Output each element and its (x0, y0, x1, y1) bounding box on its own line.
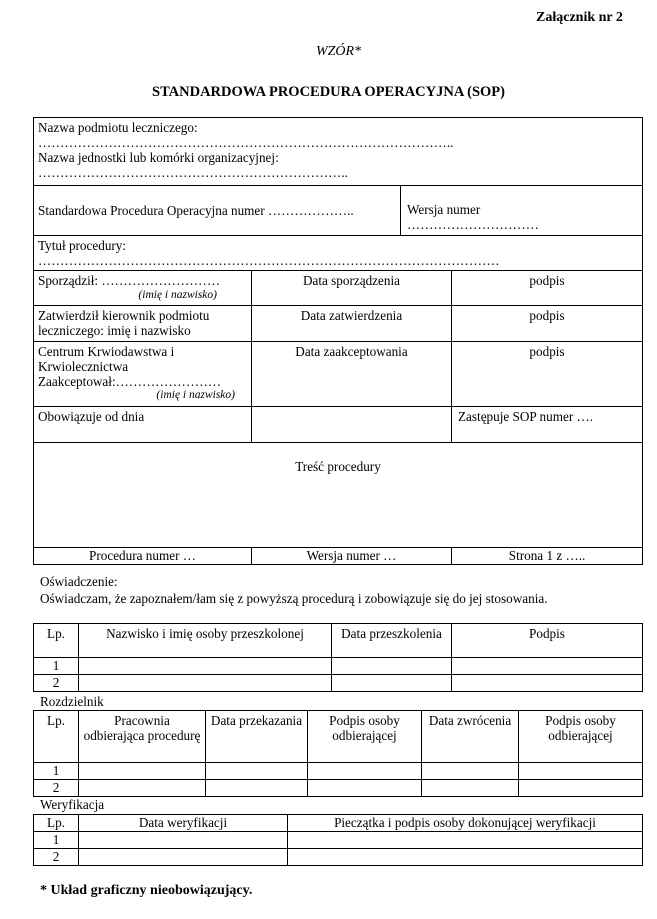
entity-dots: ………………………………………………………………………………….. (38, 135, 454, 150)
footnote: * Układ graficzny nieobowiązujący. (40, 883, 253, 898)
accepted-by-cell (34, 342, 252, 407)
footer-version-label: Wersja numer … (306, 548, 397, 563)
content-cell (34, 443, 643, 548)
table-row: 2 (34, 675, 79, 692)
training-table (33, 623, 643, 692)
table-row: 2 (34, 780, 79, 797)
verification-table (33, 814, 643, 866)
content-label: Treść procedury (295, 459, 381, 474)
procedure-title-dots: …………………………………………………………………………………………… (38, 253, 500, 268)
version-cell (401, 186, 643, 236)
page-title: STANDARDOWA PROCEDURA OPERACYJNA (SOP) (152, 84, 505, 100)
version-dots: ………………………… (407, 216, 539, 232)
template-label: WZÓR* (315, 44, 362, 59)
acceptance-date-label: Data zaakceptowania (295, 344, 408, 359)
center-name: Centrum Krwiodawstwa i Krwiolecznictwa (38, 344, 175, 374)
entity-cell (34, 118, 643, 186)
footer-procedure-label: Procedura numer … (89, 548, 196, 563)
sop-number-label: Standardowa Procedura Operacyjna numer ……………….. (38, 203, 354, 218)
prep-signature-label: podpis (529, 273, 565, 288)
valid-from-label: Obowiązuje od dnia (38, 409, 145, 424)
acceptance-signature-label: podpis (529, 344, 565, 359)
table-row: 1 (34, 832, 79, 849)
approval-signature-cell (452, 306, 643, 342)
accepted-name-hint: (imię i nazwisko) (156, 389, 235, 401)
unit-label: Nazwa jednostki lub komórki organizacyjnej: (38, 150, 279, 165)
verification-header-stamp: Pieczątka i podpis osoby dokonującej weryfikacji (288, 815, 643, 832)
table-row: 1 (34, 763, 79, 780)
training-header-name: Nazwisko i imię osoby przeszkolonej (79, 624, 332, 658)
acceptance-signature-cell (452, 342, 643, 407)
footer-procedure-cell (34, 548, 252, 565)
table-row: 2 (34, 849, 79, 866)
verification-label: Weryfikacja (40, 797, 105, 812)
distribution-header-handover-date: Data przekazania (206, 711, 308, 763)
approval-date-cell (252, 306, 452, 342)
prep-date-label: Data sporządzenia (302, 273, 401, 288)
verification-header-lp: Lp. (34, 815, 79, 832)
approval-signature-label: podpis (529, 308, 565, 323)
table-row: 1 (34, 658, 79, 675)
distribution-header-return-date: Data zwrócenia (422, 711, 519, 763)
declaration-label: Oświadczenie: (40, 574, 118, 589)
replaces-label: Zastępuje SOP numer …. (458, 409, 594, 424)
distribution-label: Rozdzielnik (40, 694, 104, 709)
footer-page-label: Strona 1 z ….. (508, 548, 586, 563)
declaration-text: Oświadczam, że zapoznałem/łam się z powyższą procedurą i zobowiązuje się do jej stosowania. (40, 591, 548, 606)
training-header-signature: Podpis (452, 624, 643, 658)
training-header-date: Data przeszkolenia (332, 624, 452, 658)
sop-number-cell (34, 186, 401, 236)
prepared-by-label: Sporządził: ……………………… (38, 273, 221, 288)
prep-date-cell (252, 271, 452, 306)
distribution-header-return-signature: Podpis osoby odbierającej (519, 711, 643, 763)
footer-page-cell (452, 548, 643, 565)
sop-main-table (33, 117, 643, 565)
prepared-by-cell (34, 271, 252, 306)
valid-from-cell (34, 407, 252, 443)
accepted-by-label: Zaakceptował:…………………… (38, 374, 222, 389)
distribution-header-lp: Lp. (34, 711, 79, 763)
unit-dots: …………………………………………………………….. (38, 165, 348, 180)
distribution-table (33, 710, 643, 797)
prepared-name-hint: (imię i nazwisko) (138, 289, 217, 301)
distribution-header-signature: Podpis osoby odbierającej (308, 711, 422, 763)
procedure-title-label: Tytuł procedury: (38, 238, 127, 253)
entity-label: Nazwa podmiotu leczniczego: (38, 120, 198, 135)
valid-from-value-cell (252, 407, 452, 443)
approved-by-cell (34, 306, 252, 342)
approved-by-label: Zatwierdził kierownik podmiotu leczniczego: imię i nazwisko (38, 308, 210, 338)
acceptance-date-cell (252, 342, 452, 407)
replaces-cell (452, 407, 643, 443)
prep-signature-cell (452, 271, 643, 306)
distribution-header-lab: Pracownia odbierająca procedurę (79, 711, 206, 763)
training-header-lp: Lp. (34, 624, 79, 658)
approval-date-label: Data zatwierdzenia (300, 308, 403, 323)
attachment-label: Załącznik nr 2 (536, 10, 623, 25)
procedure-title-cell (34, 236, 643, 271)
footer-version-cell (252, 548, 452, 565)
version-label: Wersja numer (407, 201, 481, 217)
verification-header-date: Data weryfikacji (79, 815, 288, 832)
